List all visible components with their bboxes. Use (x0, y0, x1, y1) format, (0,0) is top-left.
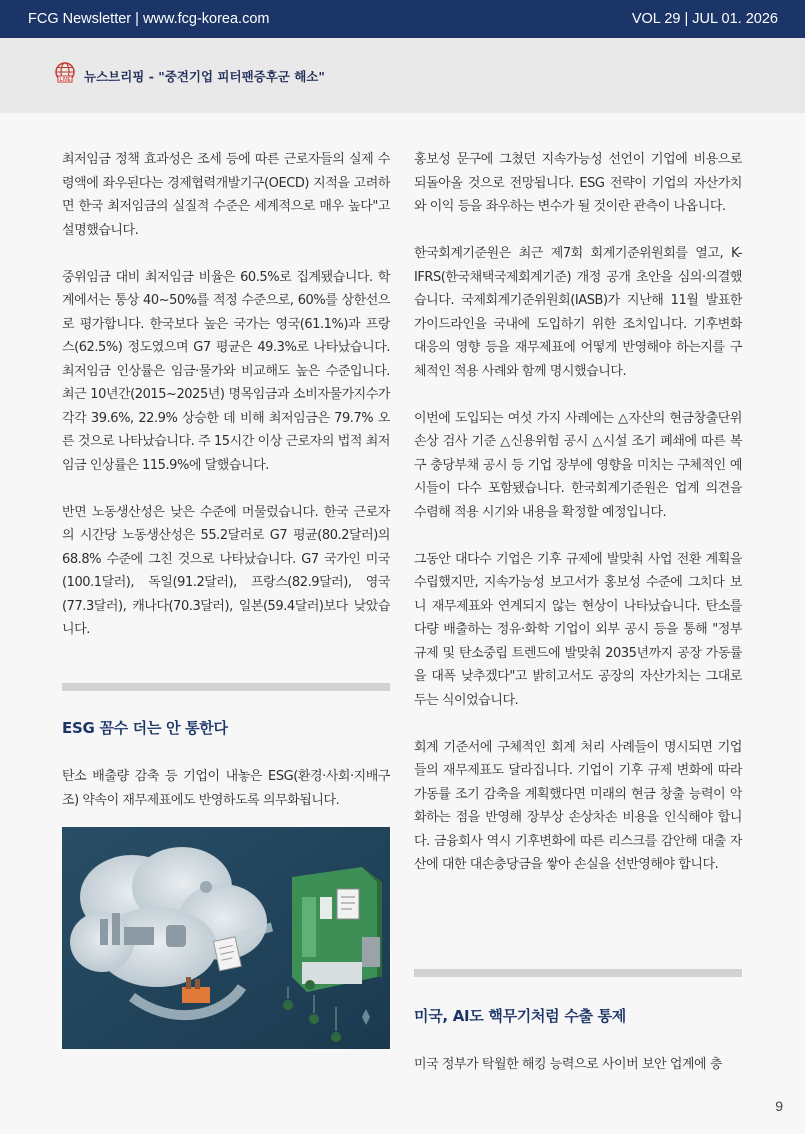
ai-export-heading: 미국, AI도 핵무기처럼 수출 통제 (414, 1007, 626, 1025)
paragraph: 한국회계기준원은 최근 제7회 회계기준위원회를 열고, K-IFRS(한국채택국제회계기준) 개정 공개 초안을 심의·의결했습니다. 국제회계기준위원회(IASB)가 지난해 11월 발표한 가이드라인을 국내에 도입하기 위한 조치입니다. 기후변화 대응의 영향 등을 재무제표에 어떻게 반영해야 하는지를 구체적인 적용 사례와 함께 명시했습니다. (414, 246, 742, 379)
section-title: 뉴스브리핑 - "중견기업 피터팬증후군 해소" (84, 69, 325, 84)
newsletter-header (0, 0, 805, 38)
left-column-lower (62, 765, 390, 812)
page-number: 9 (775, 1098, 783, 1114)
paragraph: 그동안 대다수 기업은 기후 규제에 발맞춰 사업 전환 계획을 수립했지만, 지속가능성 보고서가 홍보성 수준에 그치다 보니 재무제표와 연계되지 않는 현상이 나타났습니다. 탄소를 다량 배출하는 정유·화학 기업이 외부 공시 등을 통해 "정부 규제 및 탄소중립 트렌드에 발맞춰 2035년까지 공장 가동률을 대폭 낮추겠다"고 밝히고서도 공장의 자산가치는 그대로 두는 식이었습니다. (414, 551, 742, 708)
paragraph: 이번에 도입되는 여섯 가지 사례에는 △자산의 현금창출단위 손상 검사 기준 △신용위험 공시 △시설 조기 폐쇄에 따른 복구 충당부채 공시 등 기업 장부에 영향을 미치는 구체적인 예시들이 다수 포함됐습니다. 한국회계기준원은 업계 의견을 수렴해 적용 시기와 내용을 확정할 예정입니다. (414, 410, 742, 520)
paragraph: 미국 정부가 탁월한 해킹 능력으로 사이버 보안 업계에 충 (414, 1057, 722, 1072)
section-divider (62, 683, 390, 691)
paragraph: 최저임금 정책 효과성은 조세 등에 따른 근로자들의 실제 수령액에 좌우된다는 경제협력개발기구(OECD) 지적을 고려하면 한국 최저임금의 실질적 수준은 세계적으로 매우 높다"고 설명했습니다. (62, 152, 390, 238)
svg-text:LIVE: LIVE (59, 76, 71, 83)
section-divider (414, 969, 742, 977)
right-column-lower (414, 1053, 742, 1077)
paragraph: 홍보성 문구에 그쳤던 지속가능성 선언이 기업에 비용으로 되돌아올 것으로 전망됩니다. ESG 전략이 기업의 자산가치와 이익 등을 좌우하는 변수가 될 것이란 관측이 나옵니다. (414, 152, 742, 214)
globe-news-icon (53, 61, 77, 85)
newsletter-site: FCG Newsletter | www.fcg-korea.com (28, 11, 270, 27)
esg-illustration (62, 827, 390, 1049)
right-column (414, 148, 742, 877)
issue-info: VOL 29 | JUL 01. 2026 (631, 11, 778, 27)
esg-heading: ESG 꼼수 더는 안 통한다 (62, 719, 228, 737)
paragraph: 반면 노동생산성은 낮은 수준에 머물렀습니다. 한국 근로자의 시간당 노동생산성은 55.2달러로 G7 평균(80.2달러)의 68.8% 수준에 그친 것으로 나타났습니다. G7 국가인 미국(100.1달러), 독일(91.2달러), 프랑스(82.9달러), 영국(77.3달러), 캐나다(70.3달러), 일본(59.4달러)보다 낮았습니다. (62, 504, 390, 637)
left-column (62, 148, 390, 642)
paragraph: 탄소 배출량 감축 등 기업이 내놓은 ESG(환경·사회·지배구조) 약속이 재무제표에도 반영하도록 의무화됩니다. (62, 769, 390, 808)
paragraph: 회계 기준서에 구체적인 회계 처리 사례들이 명시되면 기업들의 재무제표도 달라집니다. 기업이 기후 규제 변화에 따라 가동률 조기 감축을 계획했다면 미래의 현금 창출 능력이 악화하는 점을 반영해 장부상 손상차손 비용을 인식해야 합니다. 금융회사 역시 기후변화에 따른 리스크를 감안해 대출 자산에 대한 대손충당금을 쌓아 손실을 선반영해야 합니다. (414, 739, 742, 872)
paragraph: 중위임금 대비 최저임금 비율은 60.5%로 집계됐습니다. 학계에서는 통상 40~50%를 적정 수준으로, 60%를 상한선으로 평가합니다. 한국보다 높은 국가는 영국(61.1%)과 프랑스(62.5%) 정도였으며 G7 평균은 49.3%로 나타났습니다. 최저임금 인상률은 임금·물가와 비교해도 높은 수준입니다. 최근 10년간(2015~2025년) 명목임금과 소비자물가지수가 각각 39.6%, 22.9% 상승한 데 비해 최저임금은 79.7% 오른 것으로 나타났습니다. 주 15시간 이상 근로자의 법적 최저임금 인상률은 115.9%에 달했습니다. (62, 269, 390, 473)
